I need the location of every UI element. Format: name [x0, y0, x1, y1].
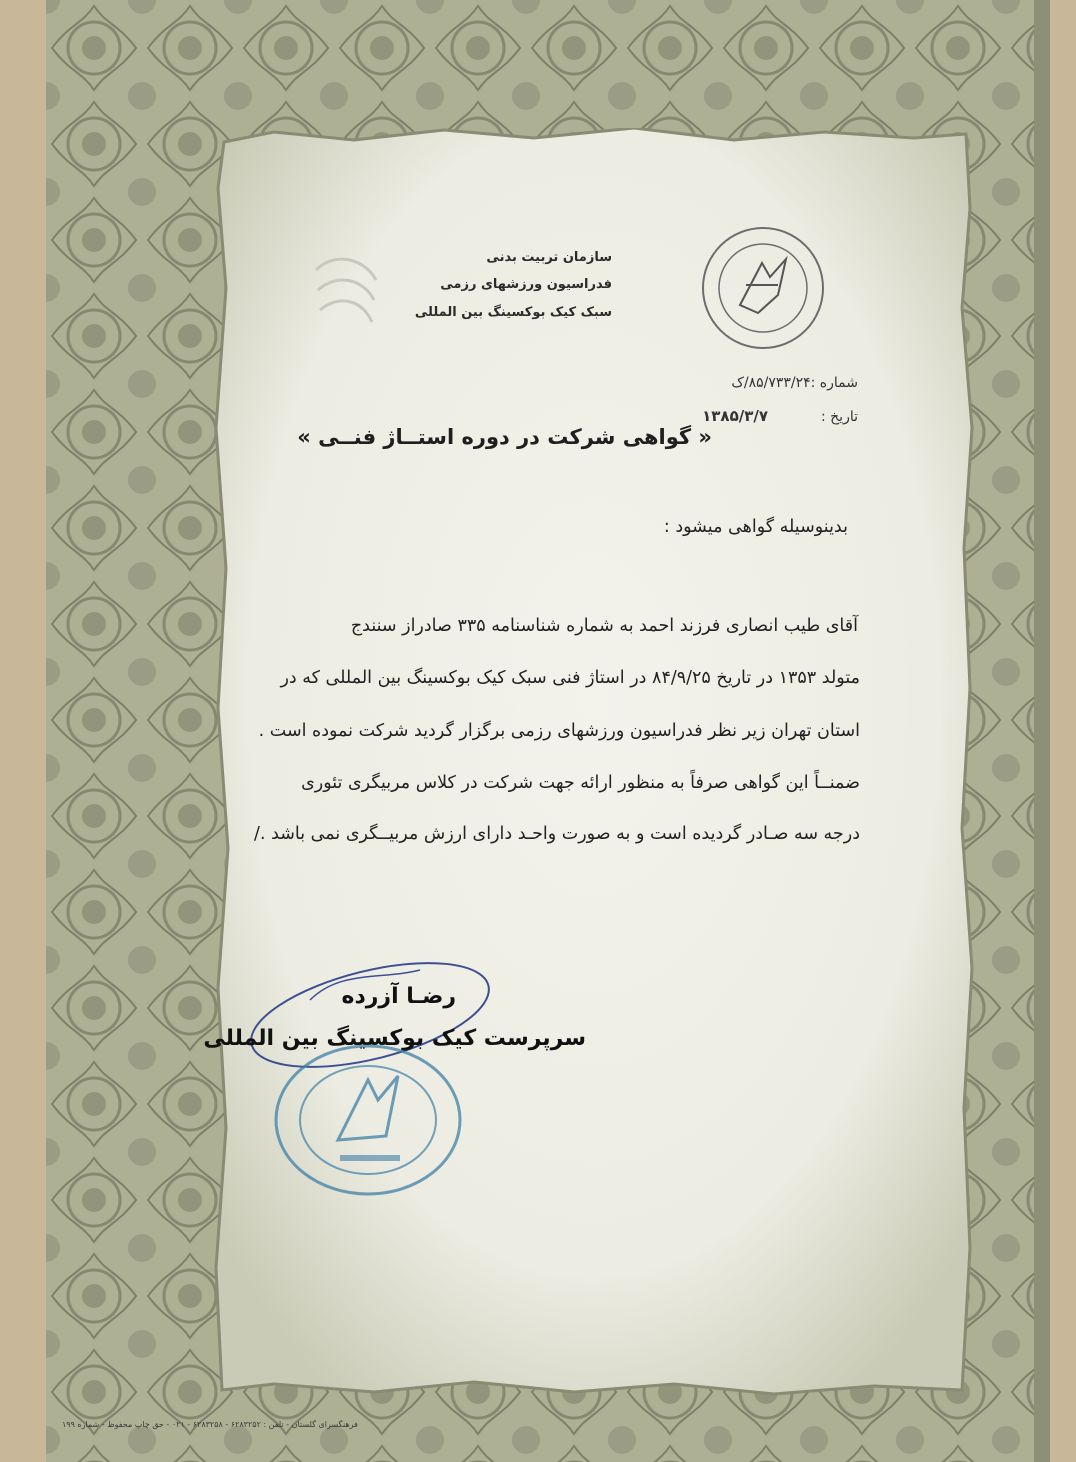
body-line-1: آقای طیب انصاری فرزند احمد به شماره شناسنامه ۳۳۵ صادراز سنندج [350, 616, 858, 636]
document-number: شماره :۸۵/۷۳۳/۲۴/ک [731, 375, 858, 391]
org-line-1: سازمان تربیت بدنی [486, 250, 612, 265]
paper-fold-edge [1034, 0, 1050, 1462]
official-stamp-blue [268, 1040, 468, 1200]
watermark-emblem [306, 250, 386, 340]
org-line-3: سبک کیک بوکسینگ بین المللی [414, 305, 612, 320]
official-stamp-top [700, 225, 826, 351]
body-line-2: متولد ۱۳۵۳ در تاریخ ۸۴/۹/۲۵ در استاژ فنی سبک کیک بوکسینگ بین المللی که در [280, 668, 860, 688]
date-label: تاریخ : [820, 409, 858, 425]
signatory-title: سرپرست کیک بوکسینگ بین المللی [203, 1026, 586, 1051]
signatory-name: رضـا آزرده [341, 984, 456, 1009]
body-line-5: درجه سه صـادر گردیده است و به صورت واحـد دارای ارزش مربیــگری نمی باشد ./ [254, 824, 860, 844]
body-intro: بدینوسیله گواهی میشود : [663, 517, 848, 537]
org-line-2: فدراسیون ورزشهای رزمی [440, 277, 612, 292]
body-line-3: استان تهران زیر نظر فدراسیون ورزشهای رزمی برگزار گردید شرکت نموده است . [258, 721, 860, 741]
body-line-4: ضمنــاً این گواهی صرفاً به منظور ارائه جهت شرکت در کلاس مربیگری تئوری [301, 773, 860, 793]
date-value: ۱۳۸۵/۳/۷ [702, 407, 768, 425]
printer-footer: فرهنگسرای گلستان - تلفن : ۶۲۸۳۲۵۲ - ۶۲۸۳۲۵۸ - ۰۲۱ - حق چاپ محفوظ - شماره ۱۹۹ [62, 1420, 358, 1429]
document-title: « گواهی شرکت در دوره استــاژ فنــی » [297, 425, 712, 449]
